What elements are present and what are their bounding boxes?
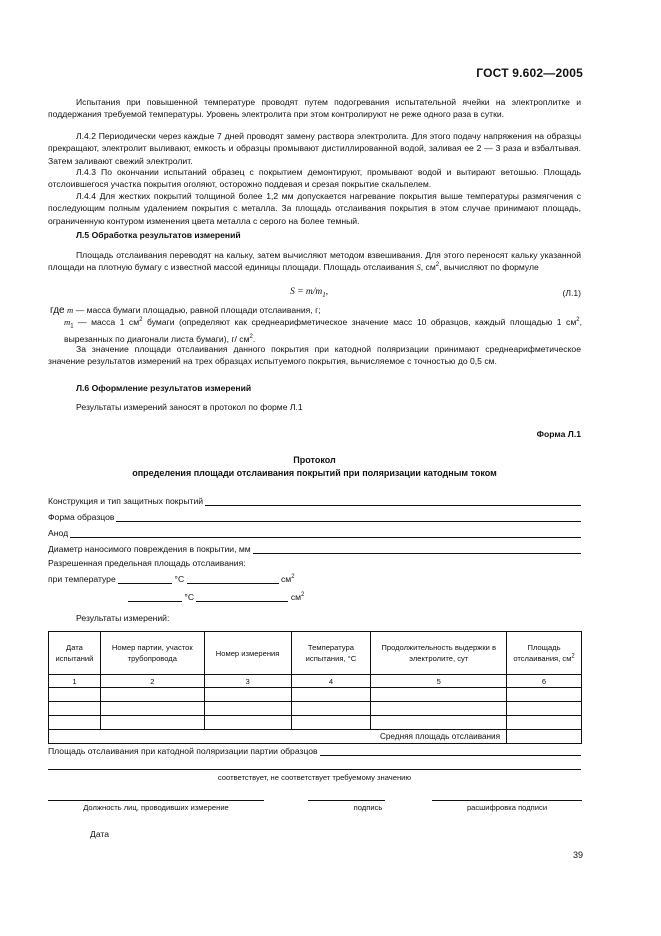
standard-header: ГОСТ 9.602—2005 (476, 66, 583, 80)
date-label: Дата (90, 829, 110, 839)
table-avg-row[interactable] (49, 730, 582, 744)
col-number: 4 (291, 675, 371, 688)
field-anode[interactable]: Анод (48, 526, 581, 538)
signature-caption: подпись (353, 803, 383, 812)
paragraph-l5-result: За значение площади отслаивания данного покрытия при катодной поляризации принимают среднеарифметическое значение результатов измерений на трех образцах испытуемого покрытия, вычисляемое с точностью до 0,5 см. (48, 344, 581, 367)
paragraph-l42: Л.4.2 Периодически через каждые 7 дней проводят замену раствора электролита. Для этого подачу напряжения на образцы прекращают, электролит выливают, емкость и образцы промывают дистиллированной водой, заливая ее 2 — 3 раза и взбалтывая. Затем заливают свежий электролит. (48, 131, 581, 166)
col-number: 1 (49, 675, 101, 688)
signature-line[interactable] (308, 791, 385, 801)
position-line[interactable] (48, 791, 264, 801)
protocol-title: Протокол (293, 455, 336, 465)
blank-line[interactable] (48, 760, 581, 770)
results-table (48, 631, 582, 744)
allowed-area-label: Разрешенная предельная площадь отслаивания: (48, 558, 246, 568)
col-number: 5 (371, 675, 507, 688)
where-m: где m — масса бумаги площадью, равной площади отслаивания, г; (50, 305, 321, 316)
table-row[interactable] (49, 688, 582, 702)
table-row[interactable] (49, 702, 582, 716)
position-caption: Должность лиц, проводивших измерение (83, 803, 229, 812)
paragraph-l6: Результаты измерений заносят в протокол по форме Л.1 (76, 402, 303, 412)
paragraph-l44: Л.4.4 Для жестких покрытий толщиной более 1,2 мм допускается нагревание покрытия выше температуры размягчения с последующим полным удалением покрытия с металла. За площадь отслаивания покрытия в этом случае принимают площадь, ограниченную контуром изменения цвета металла с серого на более темный. (48, 191, 581, 226)
form-label: Форма Л.1 (536, 429, 581, 439)
decoding-caption: расшифровка подписи (466, 803, 548, 812)
results-label: Результаты измерений: (76, 613, 170, 623)
paragraph-l43: Л.4.3 По окончании испытаний образец с покрытием демонтируют, промывают водой и вытирают ветошью. Площадь отслоившегося участка покрытия оголяют, осторожно поддевая и срезая покрытие скальпелем. (48, 167, 581, 190)
header-temperature: Температура испытания, °С (291, 632, 371, 675)
section-l6-heading: Л.6 Оформление результатов измерений (76, 383, 252, 393)
col-number: 2 (100, 675, 204, 688)
protocol-subtitle: определения площади отслаивания покрытий при поляризации катодным током (132, 468, 497, 478)
header-batch: Номер партии, участок трубопровода (100, 632, 204, 675)
correspond-caption: соответствует, не соответствует требуемому значению (217, 773, 412, 782)
formula-number: (Л.1) (562, 288, 581, 298)
col-number: 6 (507, 675, 582, 688)
page-number: 39 (572, 850, 583, 860)
header-measure-number: Номер измерения (204, 632, 291, 675)
where-m1: $m_1$ — масса 1 $см^2$ бумаги (определяют как среднеарифметическое значение масс 10 образцов, каждый площадью 1 $см^2$, вырезанных по диагонали листа бумаги), г/ $см^2$. (64, 317, 582, 345)
intro-paragraph: Испытания при повышенной температуре проводят путем подогревания испытательной ячейки на электроплитке и поддержания требуемой температуры. Уровень электролита при этом контролируют не реже одного раза в сутки. (48, 97, 581, 120)
decoding-line[interactable] (432, 791, 582, 801)
field-construction[interactable]: Конструкция и тип защитных покрытий (48, 494, 581, 506)
temperature-row-2[interactable]: °С $см^2$ (128, 592, 304, 602)
field-diameter[interactable]: Диаметр наносимого повреждения в покрытии, мм (48, 542, 581, 554)
header-duration: Продолжительность выдержки в электролите, сут (371, 632, 507, 675)
table-row[interactable] (49, 716, 582, 730)
field-area-cathodic[interactable]: Площадь отслаивания при катодной поляризации партии образцов (48, 744, 581, 756)
avg-label: Средняя площадь отслаивания (49, 730, 507, 744)
temperature-row-1[interactable]: при температуре °С $см^2$ (48, 574, 295, 584)
section-l5-heading: Л.5 Обработка результатов измерений (76, 230, 241, 240)
header-area: Площадь отслаивания, $см^2$ (507, 632, 582, 675)
field-sample-form[interactable]: Форма образцов (48, 510, 581, 522)
formula: $S = m/m_1$, (290, 287, 329, 299)
paragraph-l5-intro: Площадь отслаивания переводят на кальку, затем вычисляют методом взвешивания. Для этого переносят кальку указанной площади на плотную бумагу с известной массой единицы площади. Площадь отслаивания S, $см^2$, вычисляют по формуле (48, 250, 581, 273)
table-header-row (49, 632, 582, 675)
col-number: 3 (204, 675, 291, 688)
header-date: Дата испытаний (49, 632, 101, 675)
table-number-row (49, 675, 582, 688)
